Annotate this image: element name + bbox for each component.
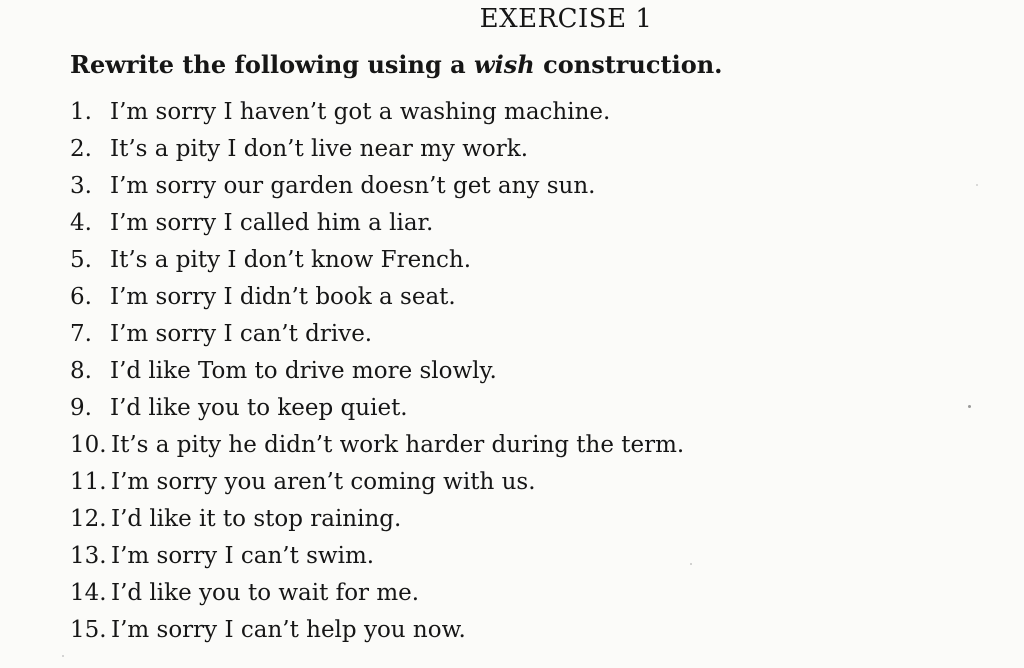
item-number: 10. [70, 431, 107, 458]
item-text: It’s a pity I don’t know French. [110, 246, 472, 273]
list-item [70, 241, 684, 278]
item-number: 3. [70, 172, 92, 199]
item-text: I’m sorry you aren’t coming with us. [111, 468, 536, 495]
item-text: I’m sorry I can’t help you now. [111, 616, 466, 643]
list-item [70, 93, 684, 130]
item-number: 9. [70, 394, 92, 421]
list-item [70, 204, 684, 241]
item-number: 5. [70, 246, 92, 273]
item-number: 1. [70, 98, 92, 125]
item-number: 2. [70, 135, 92, 162]
list-item [70, 463, 684, 500]
exercise-list [70, 93, 684, 648]
item-number: 12. [70, 505, 107, 532]
item-text: I’m sorry I can’t swim. [111, 542, 375, 569]
item-text: It’s a pity I don’t live near my work. [110, 135, 529, 162]
list-item [70, 352, 684, 389]
instruction-emphasis: wish [474, 50, 535, 79]
scan-speck [968, 405, 971, 408]
list-item [70, 130, 684, 167]
item-number: 15. [70, 616, 107, 643]
item-text: I’m sorry I haven’t got a washing machine. [110, 98, 611, 125]
exercise-title: EXERCISE 1 [479, 4, 653, 34]
item-text: I’m sorry our garden doesn’t get any sun. [110, 172, 596, 199]
scan-speck [976, 184, 978, 186]
list-item [70, 167, 684, 204]
list-item [70, 315, 684, 352]
item-number: 8. [70, 357, 92, 384]
item-number: 6. [70, 283, 92, 310]
list-item [70, 574, 684, 611]
list-item [70, 389, 684, 426]
scan-speck [690, 563, 692, 565]
item-number: 13. [70, 542, 107, 569]
exercise-instruction [70, 50, 723, 79]
list-item [70, 537, 684, 574]
item-number: 11. [70, 468, 107, 495]
item-text: It’s a pity he didn’t work harder during the term. [111, 431, 685, 458]
item-text: I’m sorry I called him a liar. [110, 209, 434, 236]
list-item [70, 500, 684, 537]
instruction-text-start: Rewrite the following using a [70, 50, 475, 79]
item-number: 7. [70, 320, 92, 347]
scan-speck [62, 655, 64, 657]
item-text: I’d like it to stop raining. [111, 505, 402, 532]
list-item [70, 426, 684, 463]
item-number: 14. [70, 579, 107, 606]
item-text: I’d like you to wait for me. [111, 579, 420, 606]
item-text: I’m sorry I didn’t book a seat. [110, 283, 456, 310]
item-number: 4. [70, 209, 92, 236]
instruction-text-end: construction. [534, 50, 723, 79]
list-item [70, 611, 684, 648]
item-text: I’d like you to keep quiet. [110, 394, 408, 421]
list-item [70, 278, 684, 315]
item-text: I’d like Tom to drive more slowly. [110, 357, 497, 384]
item-text: I’m sorry I can’t drive. [110, 320, 373, 347]
